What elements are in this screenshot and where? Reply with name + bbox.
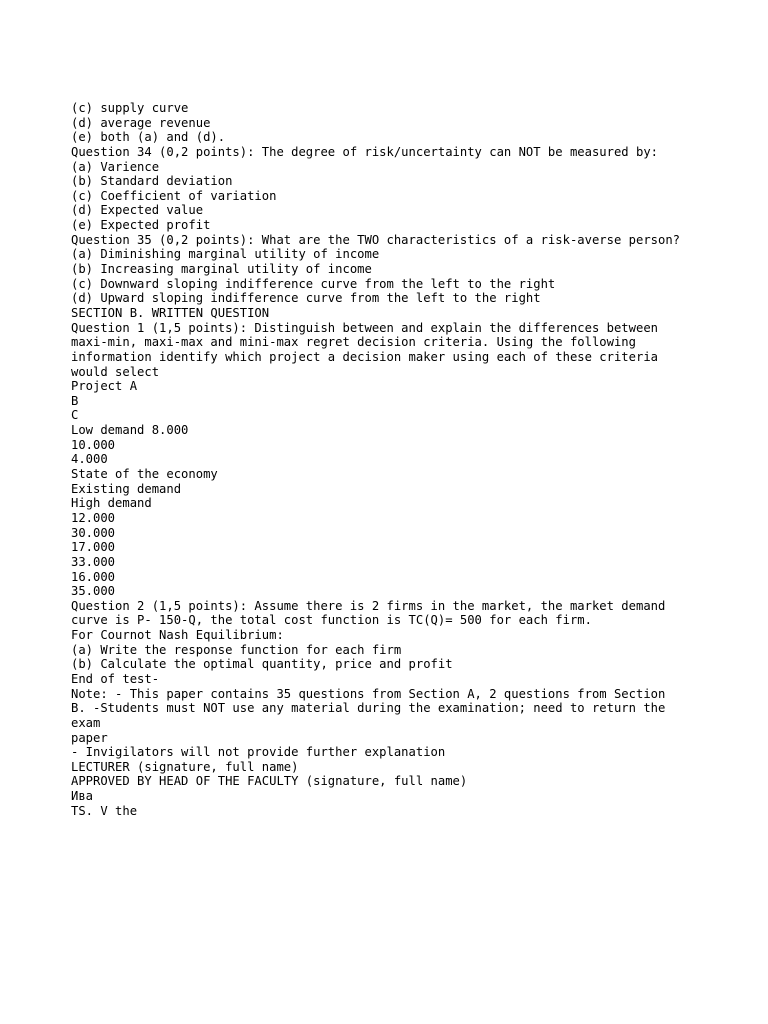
text-line: (e) both (a) and (d). — [71, 130, 226, 145]
text-line: (c) Downward sloping indifference curve from the left to the right — [71, 276, 556, 291]
text-line: (c) supply curve — [71, 101, 189, 115]
text-line: For Cournot Nash Equilibrium: — [71, 628, 284, 643]
text-line: C — [71, 408, 79, 423]
text-line: (c) Coefficient of variation — [71, 188, 277, 203]
text-line: (e) Expected profit — [71, 218, 211, 233]
text-line: would select — [71, 364, 160, 379]
document-page — [71, 101, 731, 818]
text-line: paper — [71, 730, 108, 745]
text-line: (d) average revenue — [71, 115, 211, 130]
text-line: information identify which project a decision maker using each of these criteria — [71, 349, 658, 364]
question-35-heading: Question 35 (0,2 points): What are the TWO characteristics of a risk-averse person? — [71, 232, 681, 247]
text-line: (a) Varience — [71, 159, 160, 174]
text-line: Ива — [71, 789, 94, 804]
text-line: curve is P- 150-Q, the total cost function is TC(Q)= 500 for each firm. — [71, 613, 592, 628]
text-line: 33.000 — [71, 554, 116, 569]
text-line: (d) Upward sloping indifference curve from the left to the right — [71, 291, 541, 306]
written-question-2-heading: Question 2 (1,5 points): Assume there is 2 firms in the market, the market demand — [71, 598, 666, 613]
text-line: 16.000 — [71, 569, 116, 584]
approval-signature-line: APPROVED BY HEAD OF THE FACULTY (signature, full name) — [71, 774, 468, 789]
section-b-heading: SECTION B. WRITTEN QUESTION — [71, 305, 270, 320]
text-line: Low demand 8.000 — [71, 423, 189, 438]
text-line: Existing demand — [71, 481, 182, 496]
question-34-heading: Question 34 (0,2 points): The degree of risk/uncertainty can NOT be measured by: — [71, 144, 658, 159]
text-line: B — [71, 393, 79, 408]
text-line: (d) Expected value — [71, 203, 204, 218]
text-line: 10.000 — [71, 437, 116, 452]
text-line: - Invigilators will not provide further explanation — [71, 745, 446, 760]
text-line: (b) Calculate the optimal quantity, price and profit — [71, 657, 453, 672]
text-line: (b) Increasing marginal utility of income — [71, 262, 372, 277]
written-question-1-heading: Question 1 (1,5 points): Distinguish between and explain the differences between — [71, 320, 658, 335]
note-line: Note: - This paper contains 35 questions from Section A, 2 questions from Section — [71, 686, 666, 701]
end-of-test-line: End of test- — [71, 671, 160, 686]
text-line: exam — [71, 715, 101, 730]
text-line: (a) Diminishing marginal utility of income — [71, 247, 380, 262]
text-line: (a) Write the response function for each firm — [71, 642, 402, 657]
text-line: 4.000 — [71, 452, 108, 467]
text-line: B. -Students must NOT use any material during the examination; need to return the — [71, 701, 666, 716]
text-line: High demand — [71, 496, 152, 511]
text-line: 35.000 — [71, 584, 116, 599]
text-line: (b) Standard deviation — [71, 174, 233, 189]
text-line: maxi-min, maxi-max and mini-max regret decision criteria. Using the following — [71, 335, 636, 350]
text-line: 30.000 — [71, 525, 116, 540]
text-line: 12.000 — [71, 510, 116, 525]
text-line: 17.000 — [71, 540, 116, 555]
text-line: State of the economy — [71, 467, 218, 482]
text-line: Project A — [71, 379, 138, 394]
lecturer-signature-line: LECTURER (signature, full name) — [71, 759, 299, 774]
text-line: TS. V the — [71, 803, 138, 818]
